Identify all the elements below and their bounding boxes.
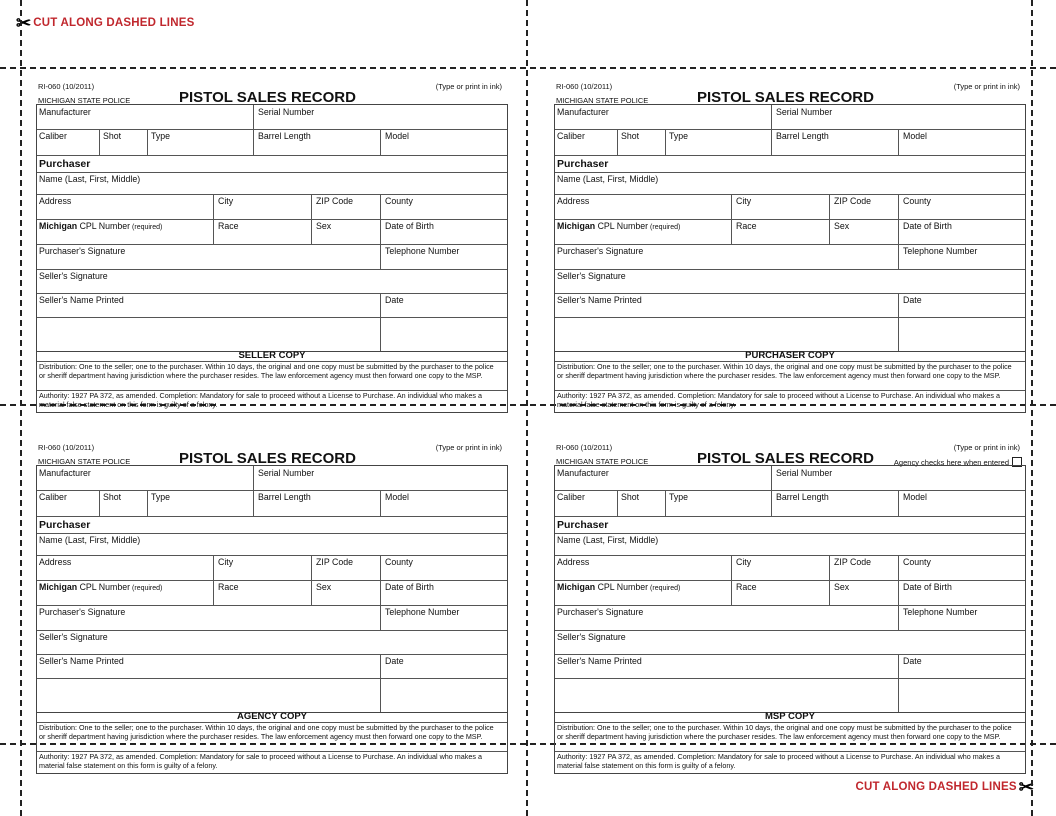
date-of-birth-field[interactable]: Date of Birth xyxy=(385,582,434,592)
barrel-length-field[interactable]: Barrel Length xyxy=(776,492,829,502)
cpl-number-field[interactable] xyxy=(555,580,680,592)
distribution-text: Distribution: One to the seller; one to the purchaser. Within 10 days, the original and one copy must be submitted by the purchaser to the police or sheriff department having jurisdiction where the purchaser resides. The law enforcement agency must then forward one copy to the MSP. xyxy=(557,362,1012,380)
purchaser-signature-field[interactable]: Purchaser's Signature xyxy=(557,246,644,256)
form-title: PISTOL SALES RECORD xyxy=(697,89,874,106)
agency-name: MICHIGAN STATE POLICE xyxy=(38,96,131,105)
county-field[interactable]: County xyxy=(385,196,413,206)
model-field[interactable]: Model xyxy=(385,131,409,141)
address-field[interactable]: Address xyxy=(39,557,72,567)
race-field[interactable]: Race xyxy=(736,221,757,231)
city-field[interactable]: City xyxy=(218,557,234,567)
form-code: RI-060 (10/2011) xyxy=(556,82,613,91)
form-header xyxy=(36,74,508,104)
caliber-field[interactable]: Caliber xyxy=(557,131,585,141)
city-field[interactable]: City xyxy=(218,196,234,206)
zip-code-field[interactable]: ZIP Code xyxy=(316,196,354,206)
telephone-number-field[interactable]: Telephone Number xyxy=(903,246,978,256)
agency-name: MICHIGAN STATE POLICE xyxy=(38,457,131,466)
copy-info xyxy=(36,711,508,774)
scissors-icon: ✂ xyxy=(1018,777,1034,797)
shot-field[interactable]: Shot xyxy=(103,492,122,502)
agency-name: MICHIGAN STATE POLICE xyxy=(556,457,649,466)
cpl-number-field[interactable] xyxy=(37,580,162,592)
sex-field[interactable]: Sex xyxy=(316,582,332,592)
barrel-length-field[interactable]: Barrel Length xyxy=(258,492,311,502)
seller-signature-field[interactable]: Seller's Signature xyxy=(39,632,108,642)
copy-info xyxy=(36,350,508,413)
seller-name-printed-field[interactable]: Seller's Name Printed xyxy=(39,656,124,666)
distribution-text: Distribution: One to the seller; one to the purchaser. Within 10 days, the original and one copy must be submitted by the purchaser to the police or sheriff department having jurisdiction where the purchaser resides. The law enforcement agency must then forward one copy to the MSP. xyxy=(557,723,1012,741)
cut-label-bottom xyxy=(856,778,1034,796)
authority-text: Authority: 1927 PA 372, as amended. Completion: Mandatory for sale to proceed without a License to Purchase. An individual who makes a material false statement on this form is guilty of a felony. xyxy=(557,391,1000,409)
pistol-sales-record-form xyxy=(36,435,508,770)
form-grid xyxy=(36,104,508,352)
cpl-required-note: (required) xyxy=(648,224,681,231)
city-field[interactable]: City xyxy=(736,557,752,567)
purchaser-name-field[interactable]: Name (Last, First, Middle) xyxy=(39,174,141,184)
purchaser-signature-field[interactable]: Purchaser's Signature xyxy=(39,246,126,256)
agency-name: MICHIGAN STATE POLICE xyxy=(556,96,649,105)
cpl-number-field[interactable] xyxy=(555,219,680,231)
ink-note: (Type or print in ink) xyxy=(435,82,502,91)
serial-number-field[interactable]: Serial Number xyxy=(258,468,315,478)
sex-field[interactable]: Sex xyxy=(834,221,850,231)
purchaser-heading: Purchaser xyxy=(557,519,609,531)
date-field[interactable]: Date xyxy=(385,295,404,305)
form-code: RI-060 (10/2011) xyxy=(38,443,95,452)
zip-code-field[interactable]: ZIP Code xyxy=(834,196,872,206)
seller-name-printed-field[interactable]: Seller's Name Printed xyxy=(557,656,642,666)
seller-signature-field[interactable]: Seller's Signature xyxy=(39,271,108,281)
purchaser-heading: Purchaser xyxy=(39,158,91,170)
date-field[interactable]: Date xyxy=(903,656,922,666)
telephone-number-field[interactable]: Telephone Number xyxy=(385,607,460,617)
type-field[interactable]: Type xyxy=(669,131,689,141)
cpl-state-label: Michigan xyxy=(39,582,78,592)
telephone-number-field[interactable]: Telephone Number xyxy=(385,246,460,256)
cut-label-top xyxy=(16,14,194,32)
caliber-field[interactable]: Caliber xyxy=(557,492,585,502)
county-field[interactable]: County xyxy=(385,557,413,567)
caliber-field[interactable]: Caliber xyxy=(39,492,67,502)
copy-label: PURCHASER COPY xyxy=(745,350,835,361)
cpl-state-label: Michigan xyxy=(557,221,596,231)
date-field[interactable]: Date xyxy=(385,656,404,666)
purchaser-signature-field[interactable]: Purchaser's Signature xyxy=(557,607,644,617)
purchaser-heading: Purchaser xyxy=(39,519,91,531)
agency-check-label: Agency checks here when entered xyxy=(893,457,1009,467)
race-field[interactable]: Race xyxy=(218,582,239,592)
pistol-sales-record-form xyxy=(554,74,1026,409)
cpl-label: CPL Number xyxy=(77,221,131,231)
shot-field[interactable]: Shot xyxy=(621,492,640,502)
model-field[interactable]: Model xyxy=(903,492,927,502)
serial-number-field[interactable]: Serial Number xyxy=(776,468,833,478)
date-of-birth-field[interactable]: Date of Birth xyxy=(903,221,952,231)
cut-label-text: CUT ALONG DASHED LINES xyxy=(855,781,1017,793)
cpl-required-note: (required) xyxy=(130,224,163,231)
type-field[interactable]: Type xyxy=(151,492,171,502)
pistol-sales-record-form xyxy=(554,435,1026,770)
race-field[interactable]: Race xyxy=(218,221,239,231)
cpl-state-label: Michigan xyxy=(557,582,596,592)
date-field[interactable]: Date xyxy=(903,295,922,305)
form-header xyxy=(554,435,1026,465)
form-grid xyxy=(36,465,508,713)
address-field[interactable]: Address xyxy=(39,196,72,206)
seller-signature-field[interactable]: Seller's Signature xyxy=(557,632,626,642)
ink-note: (Type or print in ink) xyxy=(435,443,502,452)
copy-info xyxy=(554,711,1026,774)
cpl-label: CPL Number xyxy=(595,221,649,231)
cpl-required-note: (required) xyxy=(648,585,681,592)
form-title: PISTOL SALES RECORD xyxy=(179,450,356,467)
zip-code-field[interactable]: ZIP Code xyxy=(316,557,354,567)
date-of-birth-field[interactable]: Date of Birth xyxy=(385,221,434,231)
city-field[interactable]: City xyxy=(736,196,752,206)
shot-field[interactable]: Shot xyxy=(103,131,122,141)
pistol-sales-record-form xyxy=(36,74,508,409)
form-code: RI-060 (10/2011) xyxy=(38,82,95,91)
manufacturer-field[interactable]: Manufacturer xyxy=(557,107,609,117)
cpl-required-note: (required) xyxy=(130,585,163,592)
form-header xyxy=(554,74,1026,104)
barrel-length-field[interactable]: Barrel Length xyxy=(776,131,829,141)
caliber-field[interactable]: Caliber xyxy=(39,131,67,141)
purchaser-heading: Purchaser xyxy=(557,158,609,170)
form-title: PISTOL SALES RECORD xyxy=(697,450,874,467)
county-field[interactable]: County xyxy=(903,196,931,206)
purchaser-signature-field[interactable]: Purchaser's Signature xyxy=(39,607,126,617)
cpl-label: CPL Number xyxy=(77,582,131,592)
model-field[interactable]: Model xyxy=(385,492,409,502)
address-field[interactable]: Address xyxy=(557,557,590,567)
seller-name-printed-field[interactable]: Seller's Name Printed xyxy=(39,295,124,305)
type-field[interactable]: Type xyxy=(151,131,171,141)
seller-signature-field[interactable]: Seller's Signature xyxy=(557,271,626,281)
form-header xyxy=(36,435,508,465)
copy-info xyxy=(554,350,1026,413)
race-field[interactable]: Race xyxy=(736,582,757,592)
cut-line-vertical xyxy=(526,0,528,816)
serial-number-field[interactable]: Serial Number xyxy=(776,107,833,117)
manufacturer-field[interactable]: Manufacturer xyxy=(39,468,91,478)
cpl-state-label: Michigan xyxy=(39,221,78,231)
copy-label: SELLER COPY xyxy=(238,350,306,361)
cut-line-vertical xyxy=(20,0,22,816)
county-field[interactable]: County xyxy=(903,557,931,567)
copy-label: MSP COPY xyxy=(765,711,815,722)
cut-line-horizontal xyxy=(0,67,1056,69)
purchaser-name-field[interactable]: Name (Last, First, Middle) xyxy=(39,535,141,545)
authority-text: Authority: 1927 PA 372, as amended. Completion: Mandatory for sale to proceed without a License to Purchase. An individual who makes a material false statement on this form is guilty of a felony. xyxy=(557,752,1000,770)
purchaser-name-field[interactable]: Name (Last, First, Middle) xyxy=(557,535,659,545)
authority-text: Authority: 1927 PA 372, as amended. Completion: Mandatory for sale to proceed without a License to Purchase. An individual who makes a material false statement on this form is guilty of a felony. xyxy=(39,391,482,409)
cut-line-vertical xyxy=(1031,0,1033,816)
distribution-text: Distribution: One to the seller; one to the purchaser. Within 10 days, the original and one copy must be submitted by the purchaser to the police or sheriff department having jurisdiction where the purchaser resides. The law enforcement agency must then forward one copy to the MSP. xyxy=(39,362,494,380)
sex-field[interactable]: Sex xyxy=(834,582,850,592)
ink-note: (Type or print in ink) xyxy=(953,82,1020,91)
cut-label-text: CUT ALONG DASHED LINES xyxy=(33,17,195,29)
model-field[interactable]: Model xyxy=(903,131,927,141)
cpl-number-field[interactable] xyxy=(37,219,162,231)
seller-name-printed-field[interactable]: Seller's Name Printed xyxy=(557,295,642,305)
scissors-icon: ✂ xyxy=(16,13,32,33)
copy-label: AGENCY COPY xyxy=(236,711,308,722)
zip-code-field[interactable]: ZIP Code xyxy=(834,557,872,567)
authority-text: Authority: 1927 PA 372, as amended. Completion: Mandatory for sale to proceed without a License to Purchase. An individual who makes a material false statement on this form is guilty of a felony. xyxy=(39,752,482,770)
telephone-number-field[interactable]: Telephone Number xyxy=(903,607,978,617)
serial-number-field[interactable]: Serial Number xyxy=(258,107,315,117)
manufacturer-field[interactable]: Manufacturer xyxy=(39,107,91,117)
type-field[interactable]: Type xyxy=(669,492,689,502)
purchaser-name-field[interactable]: Name (Last, First, Middle) xyxy=(557,174,659,184)
shot-field[interactable]: Shot xyxy=(621,131,640,141)
cpl-label: CPL Number xyxy=(595,582,649,592)
form-grid xyxy=(554,104,1026,352)
form-grid xyxy=(554,465,1026,713)
address-field[interactable]: Address xyxy=(557,196,590,206)
form-code: RI-060 (10/2011) xyxy=(556,443,613,452)
sex-field[interactable]: Sex xyxy=(316,221,332,231)
distribution-text: Distribution: One to the seller; one to the purchaser. Within 10 days, the original and one copy must be submitted by the purchaser to the police or sheriff department having jurisdiction where the purchaser resides. The law enforcement agency must then forward one copy to the MSP. xyxy=(39,723,494,741)
form-title: PISTOL SALES RECORD xyxy=(179,89,356,106)
ink-note: (Type or print in ink) xyxy=(953,443,1020,452)
date-of-birth-field[interactable]: Date of Birth xyxy=(903,582,952,592)
manufacturer-field[interactable]: Manufacturer xyxy=(557,468,609,478)
barrel-length-field[interactable]: Barrel Length xyxy=(258,131,311,141)
